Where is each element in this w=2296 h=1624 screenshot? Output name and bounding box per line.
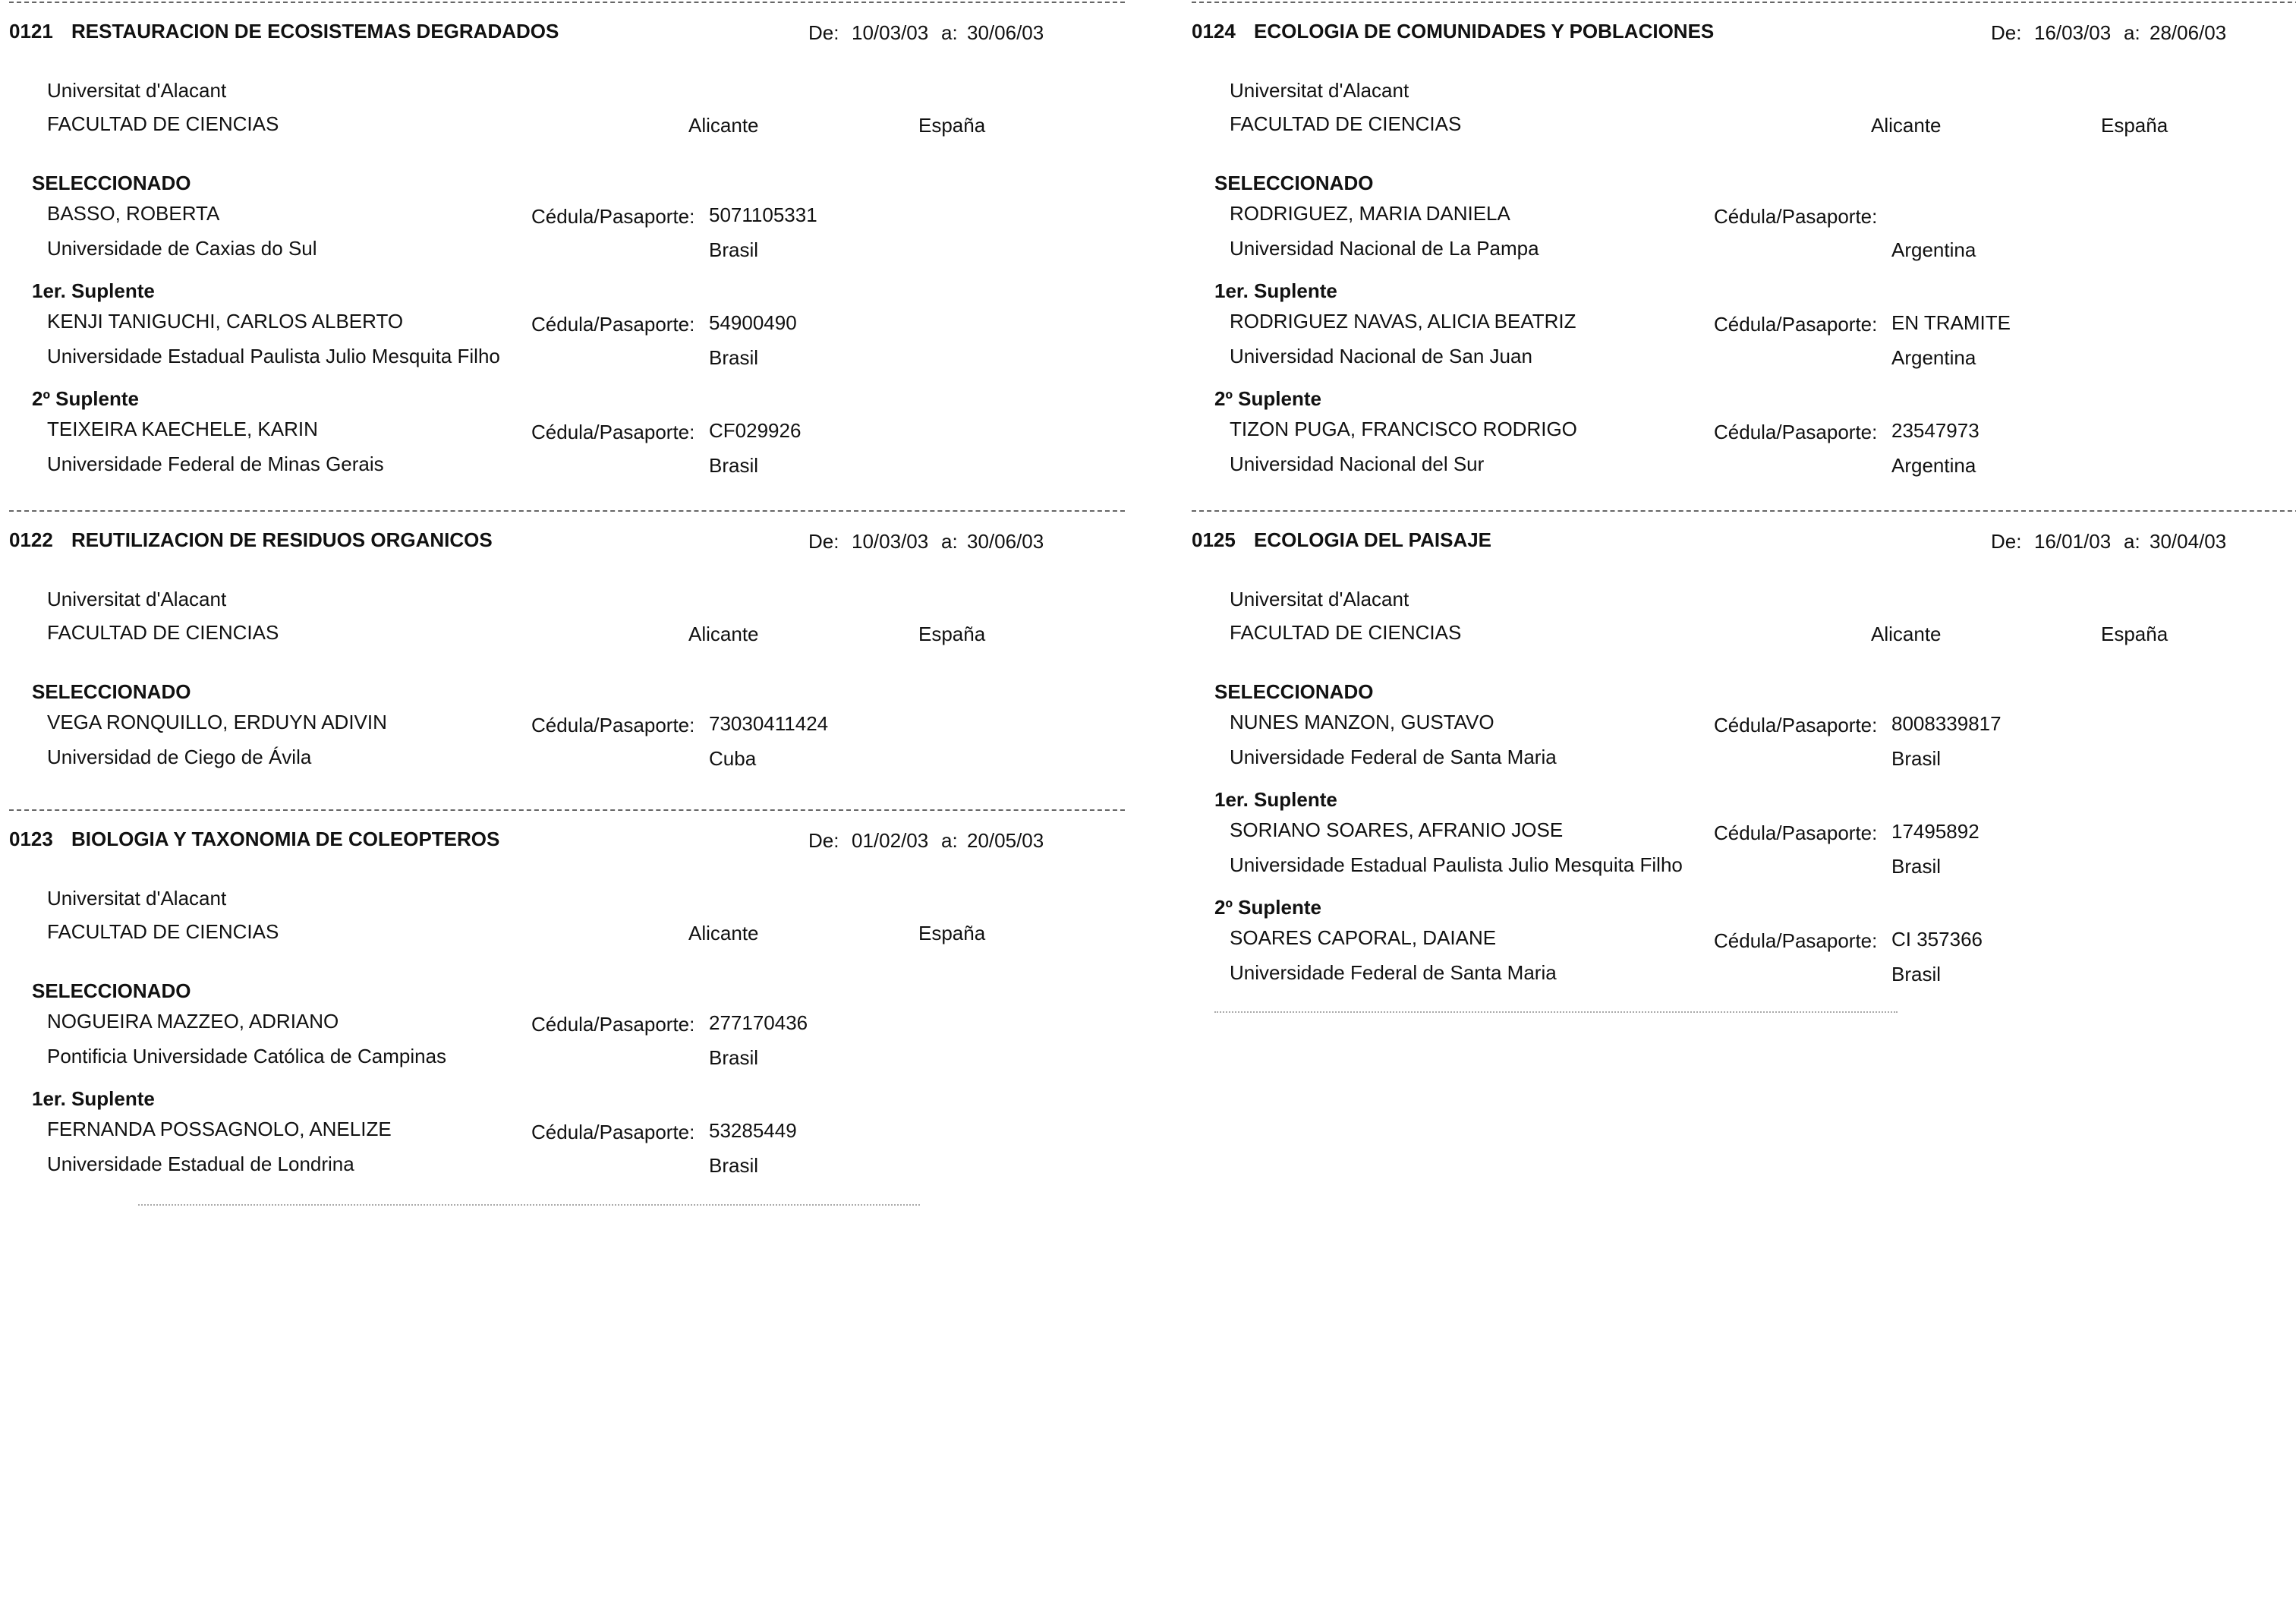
host-university: Universitat d'Alacant [47, 79, 227, 102]
candidate-university: Universidade Estadual Paulista Julio Mesquita Filho [1230, 853, 1683, 876]
host-university: Universitat d'Alacant [1230, 588, 1409, 610]
candidate-name: FERNANDA POSSAGNOLO, ANELIZE [47, 1118, 392, 1140]
host-country: España [918, 114, 986, 137]
candidate-university: Universidade Federal de Minas Gerais [47, 453, 384, 475]
candidate-role: SELECCIONADO [32, 680, 191, 703]
record [9, 809, 1125, 1204]
candidate-role: 1er. Suplente [32, 279, 155, 302]
date-from-label: De: [1991, 530, 2022, 553]
record-title: RESTAURACION DE ECOSISTEMAS DEGRADADOS [71, 20, 559, 43]
candidate-id: 17495892 [1891, 820, 1979, 843]
candidate-university: Universidad Nacional del Sur [1230, 453, 1485, 475]
candidate-role: 1er. Suplente [32, 1087, 155, 1110]
date-to: 30/04/03 [2150, 530, 2227, 553]
candidate-id: 53285449 [709, 1119, 797, 1142]
id-label: Cédula/Pasaporte: [1714, 205, 1878, 228]
id-label: Cédula/Pasaporte: [531, 714, 695, 736]
separator [9, 510, 1125, 512]
host-university: Universitat d'Alacant [47, 887, 227, 910]
candidate-role: 2º Suplente [1214, 387, 1321, 410]
candidate-country: Brasil [1891, 963, 1942, 985]
date-from-label: De: [808, 829, 839, 852]
host-faculty: FACULTAD DE CIENCIAS [1230, 621, 1462, 644]
candidate-role: SELECCIONADO [1214, 172, 1374, 194]
candidate-country: Brasil [709, 1154, 759, 1177]
candidate-university: Universidade Federal de Santa Maria [1230, 961, 1557, 984]
candidate-name: KENJI TANIGUCHI, CARLOS ALBERTO [47, 310, 404, 333]
host-city: Alicante [1871, 623, 1942, 645]
id-label: Cédula/Pasaporte: [1714, 821, 1878, 844]
candidate-id: 5071105331 [709, 203, 817, 226]
candidate-role: SELECCIONADO [32, 172, 191, 194]
candidate-name: TIZON PUGA, FRANCISCO RODRIGO [1230, 418, 1577, 440]
date-from-label: De: [808, 530, 839, 553]
date-from: 16/03/03 [2034, 21, 2112, 44]
candidate-country: Argentina [1891, 238, 1976, 261]
separator [1192, 510, 2296, 512]
date-to: 20/05/03 [967, 829, 1044, 852]
candidate-role: 2º Suplente [32, 387, 139, 410]
candidate-country: Brasil [709, 1046, 759, 1069]
candidate-country: Brasil [1891, 747, 1942, 770]
host-city: Alicante [1871, 114, 1942, 137]
date-from: 10/03/03 [852, 21, 929, 44]
record-title: REUTILIZACION DE RESIDUOS ORGANICOS [71, 528, 493, 551]
candidate-university: Universidade Estadual Paulista Julio Mesquita Filho [47, 345, 500, 367]
host-country: España [2101, 623, 2168, 645]
host-faculty: FACULTAD DE CIENCIAS [47, 920, 279, 943]
candidate-country: Cuba [709, 747, 757, 770]
host-university: Universitat d'Alacant [47, 588, 227, 610]
candidate-country: Brasil [709, 238, 759, 261]
date-to-label: a: [2124, 530, 2140, 553]
id-label: Cédula/Pasaporte: [531, 1013, 695, 1036]
candidate-role: 1er. Suplente [1214, 788, 1337, 811]
host-city: Alicante [688, 922, 759, 944]
candidate-name: NOGUEIRA MAZZEO, ADRIANO [47, 1010, 339, 1033]
date-from-label: De: [808, 21, 839, 44]
candidate-id: 73030411424 [709, 712, 829, 735]
id-label: Cédula/Pasaporte: [1714, 421, 1878, 443]
candidate-university: Universidade Estadual de Londrina [47, 1153, 354, 1175]
record-code: 0121 [9, 20, 53, 43]
candidate-name: NUNES MANZON, GUSTAVO [1230, 711, 1494, 733]
id-label: Cédula/Pasaporte: [531, 205, 695, 228]
candidate-university: Universidad Nacional de San Juan [1230, 345, 1532, 367]
candidate-id: EN TRAMITE [1891, 311, 2011, 334]
date-from: 01/02/03 [852, 829, 929, 852]
host-faculty: FACULTAD DE CIENCIAS [47, 112, 279, 135]
candidate-country: Argentina [1891, 454, 1976, 477]
date-to: 28/06/03 [2150, 21, 2227, 44]
candidate-role: 1er. Suplente [1214, 279, 1337, 302]
candidate-id: CF029926 [709, 419, 802, 442]
candidate-name: SORIANO SOARES, AFRANIO JOSE [1230, 818, 1564, 841]
host-university: Universitat d'Alacant [1230, 79, 1409, 102]
host-country: España [918, 623, 986, 645]
host-city: Alicante [688, 114, 759, 137]
record [1192, 510, 2296, 996]
record [9, 2, 1125, 487]
host-city: Alicante [688, 623, 759, 645]
date-to-label: a: [941, 530, 958, 553]
candidate-id: 8008339817 [1891, 712, 2002, 735]
candidate-university: Universidad Nacional de La Pampa [1230, 237, 1539, 260]
candidate-university: Pontificia Universidade Católica de Campinas [47, 1045, 447, 1067]
id-label: Cédula/Pasaporte: [1714, 313, 1878, 336]
candidate-role: 2º Suplente [1214, 896, 1321, 919]
record [1192, 2, 2296, 487]
host-faculty: FACULTAD DE CIENCIAS [47, 621, 279, 644]
candidate-id: 54900490 [709, 311, 797, 334]
candidate-role: SELECCIONADO [1214, 680, 1374, 703]
candidate-university: Universidade de Caxias do Sul [47, 237, 317, 260]
record-code: 0123 [9, 828, 53, 850]
record-code: 0125 [1192, 528, 1236, 551]
id-label: Cédula/Pasaporte: [1714, 714, 1878, 736]
date-from-label: De: [1991, 21, 2022, 44]
host-faculty: FACULTAD DE CIENCIAS [1230, 112, 1462, 135]
host-country: España [2101, 114, 2168, 137]
record-code: 0122 [9, 528, 53, 551]
candidate-id: 277170436 [709, 1011, 808, 1034]
record-code: 0124 [1192, 20, 1236, 43]
separator [9, 2, 1125, 3]
date-to-label: a: [2124, 21, 2140, 44]
separator [1192, 2, 2296, 3]
candidate-name: RODRIGUEZ NAVAS, ALICIA BEATRIZ [1230, 310, 1576, 333]
candidate-name: TEIXEIRA KAECHELE, KARIN [47, 418, 318, 440]
candidate-id: CI 357366 [1891, 928, 1983, 951]
candidate-name: BASSO, ROBERTA [47, 202, 220, 225]
date-to: 30/06/03 [967, 21, 1044, 44]
record-title: ECOLOGIA DE COMUNIDADES Y POBLACIONES [1254, 20, 1715, 43]
separator [1214, 1011, 1898, 1013]
separator [9, 809, 1125, 811]
candidate-university: Universidad de Ciego de Ávila [47, 746, 312, 768]
id-label: Cédula/Pasaporte: [1714, 929, 1878, 952]
id-label: Cédula/Pasaporte: [531, 421, 695, 443]
candidate-name: RODRIGUEZ, MARIA DANIELA [1230, 202, 1510, 225]
candidate-country: Brasil [709, 346, 759, 369]
date-to-label: a: [941, 21, 958, 44]
candidate-country: Argentina [1891, 346, 1976, 369]
separator [138, 1204, 920, 1206]
date-to-label: a: [941, 829, 958, 852]
id-label: Cédula/Pasaporte: [531, 1121, 695, 1143]
host-country: España [918, 922, 986, 944]
candidate-id: 23547973 [1891, 419, 1979, 442]
candidate-country: Brasil [709, 454, 759, 477]
record-title: BIOLOGIA Y TAXONOMIA DE COLEOPTEROS [71, 828, 500, 850]
record [9, 510, 1125, 784]
candidate-country: Brasil [1891, 855, 1942, 878]
id-label: Cédula/Pasaporte: [531, 313, 695, 336]
candidate-name: VEGA RONQUILLO, ERDUYN ADIVIN [47, 711, 387, 733]
candidate-university: Universidade Federal de Santa Maria [1230, 746, 1557, 768]
candidate-name: SOARES CAPORAL, DAIANE [1230, 926, 1497, 949]
date-to: 30/06/03 [967, 530, 1044, 553]
date-from: 16/01/03 [2034, 530, 2112, 553]
candidate-role: SELECCIONADO [32, 979, 191, 1002]
record-title: ECOLOGIA DEL PAISAJE [1254, 528, 1492, 551]
date-from: 10/03/03 [852, 530, 929, 553]
